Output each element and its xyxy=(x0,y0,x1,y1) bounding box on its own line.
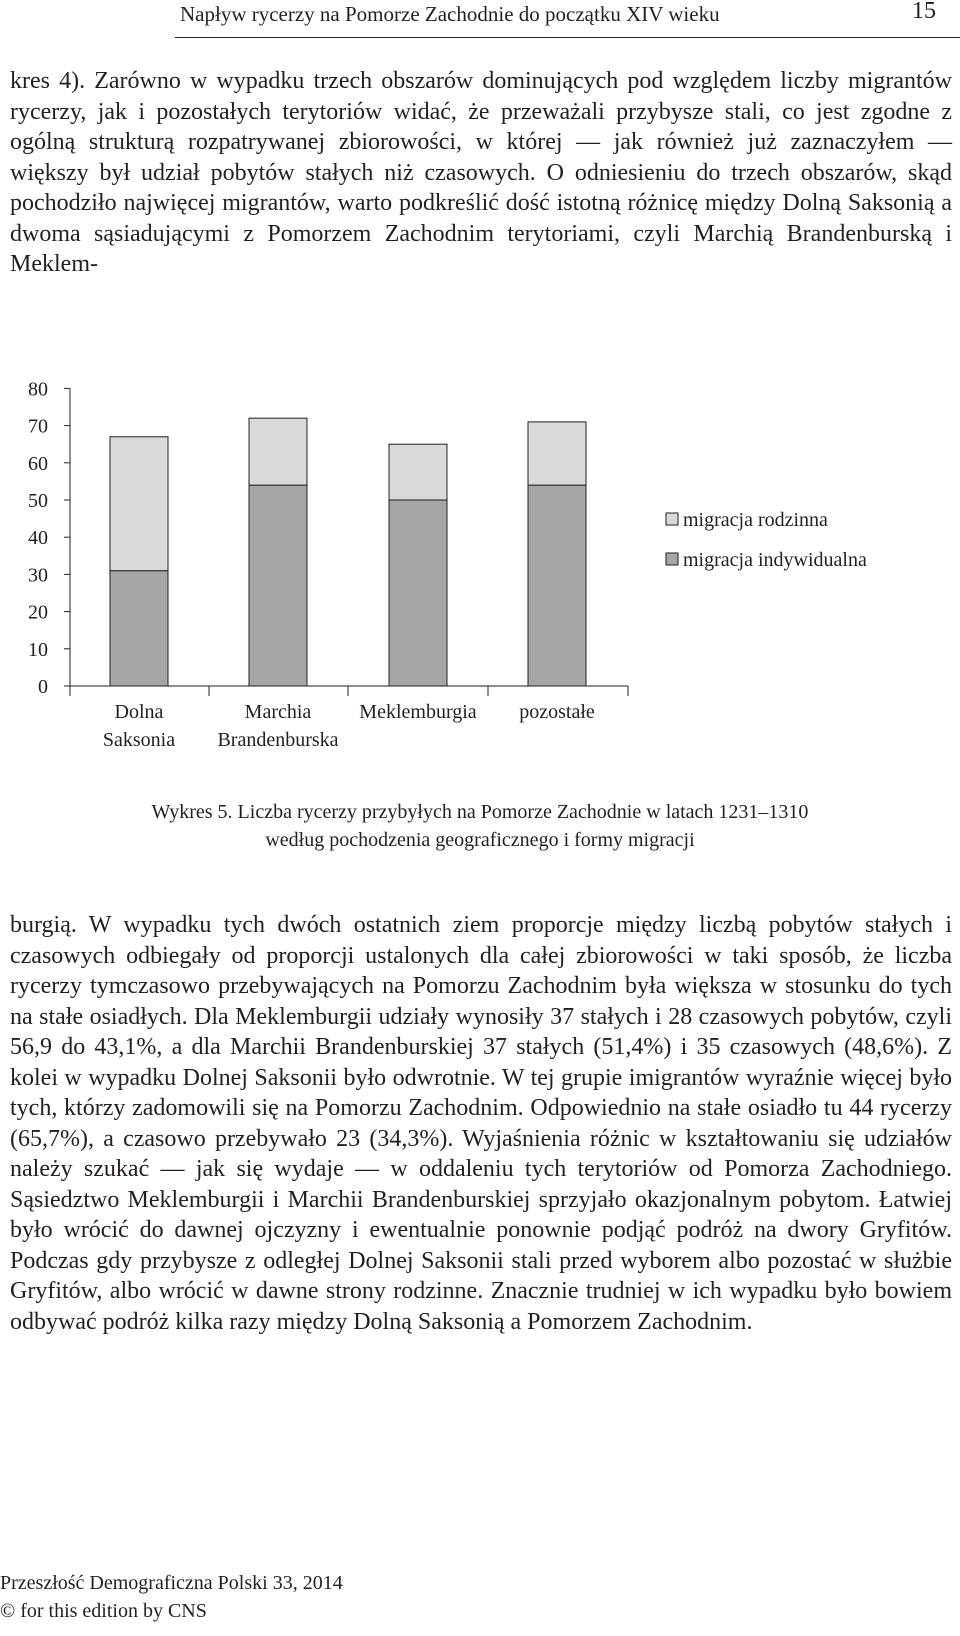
y-tick-label: 60 xyxy=(28,452,48,475)
x-category-label: pozostałe xyxy=(519,701,595,723)
y-tick-label: 70 xyxy=(28,415,48,438)
legend-label: migracja indywidualna xyxy=(683,549,867,571)
y-tick-label: 20 xyxy=(28,601,48,624)
figure-caption-line-1: Wykres 5. Liczba rycerzy przybyłych na Pomorze Zachodnie w latach 1231–1310 xyxy=(151,801,809,823)
y-tick-label: 40 xyxy=(28,527,48,550)
body-paragraph-bottom: burgią. W wypadku tych dwóch ostatnich ziem proporcje między liczbą pobytów stałych i czasowych odbiegały od proporcji ustalonych dla całej zbiorowości w taki sposób, że liczba rycerzy tymczasowo przebywających na Pomorzu Zachodnim była większa w stosunku do tych na stałe osiadłych. Dla Meklemburgii udziały wynosiły 37 stałych i 28 czasowych pobytów, czyli 56,9 do 43,1%, a dla Marchii Brandenburskiej 37 stałych (51,4%) i 35 czasowych (48,6%). Z kolei w wypadku Dolnej Saksonii było odwrotnie. W tej grupie imigrantów wyraźnie więcej było tych, którzy zadomowili się na Pomorzu Zachodnim. Odpowiednio na stałe osiadło tu 44 rycerzy (65,7%), a czasowo przebywało 23 (34,3%). Wyjaśnienia różnic w kształtowaniu się udziałów należy szukać — jak się wydaje — w oddaleniu tych terytoriów od Pomorza Zachodniego. Sąsiedztwo Meklemburgii i Marchii Brandenburskiej sprzyjało okazjonalnym pobytom. Łatwiej było wrócić do dawnej ojczyzny i ewentualnie ponownie podjąć podróż na dwory Gryfitów. Podczas gdy przybysze z odległej Dolnej Saksonii stali przed wyborem albo pozostać w służbie Gryfitów, albo wrócić w dawne strony rodzinne. Znacznie trudniej w ich wypadku było bowiem odbywać podróż kilka razy między Dolną Saksonią a Pomorzem Zachodnim. xyxy=(10,912,952,1335)
copyright-footer: © for this edition by CNS xyxy=(0,1600,207,1622)
bar-segment xyxy=(249,418,307,485)
bar-segment xyxy=(528,485,586,686)
journal-footer: Przeszłość Demograficzna Polski 33, 2014 xyxy=(0,1572,343,1594)
bar-segment xyxy=(389,444,447,500)
page-number: 15 xyxy=(912,0,936,24)
running-header xyxy=(0,0,960,40)
figure-caption-line-2: według pochodzenia geograficznego i formy migracji xyxy=(265,829,695,851)
x-category-label: Brandenburska xyxy=(217,729,339,751)
x-category-label: Marchia xyxy=(244,701,312,723)
y-tick-label: 50 xyxy=(28,490,48,512)
bar-segment xyxy=(389,500,447,686)
bar-segment xyxy=(528,422,586,485)
bar-segment xyxy=(110,437,168,571)
bar-segment xyxy=(249,485,307,686)
y-tick-label: 0 xyxy=(38,676,48,698)
legend-swatch xyxy=(666,553,678,565)
stacked-bar-chart xyxy=(0,378,960,785)
x-category-label: Dolna xyxy=(114,701,164,723)
y-tick-label: 30 xyxy=(28,564,48,587)
body-paragraph-top: kres 4). Zarówno w wypadku trzech obszarów dominujących pod względem liczby migrantów rycerzy, jak i pozostałych terytoriów widać, że przeważali przybysze stali, co jest zgodne z ogólną strukturą rozpatrywanej zbiorowości, w której — jak również już zaznaczyłem — większy był udział pobytów stałych niż czasowych. O odniesieniu do trzech obszarów, skąd pochodziło najwięcej migrantów, warto podkreślić dość istotną różnicę między Dolną Saksonią a dwoma sąsiadującymi z Pomorzem Zachodnim terytoriami, czyli Marchią Brandenburską i Meklem- xyxy=(10,68,952,277)
y-tick-label: 80 xyxy=(28,378,48,401)
x-category-label: Saksonia xyxy=(102,729,176,751)
header-rule xyxy=(175,37,960,38)
x-category-label: Meklemburgia xyxy=(359,701,477,723)
bar-segment xyxy=(110,571,168,686)
y-tick-label: 10 xyxy=(28,638,48,661)
running-title: Napływ rycerzy na Pomorze Zachodnie do początku XIV wieku xyxy=(180,2,720,26)
legend-label: migracja rodzinna xyxy=(683,509,828,531)
legend-swatch xyxy=(666,513,678,525)
